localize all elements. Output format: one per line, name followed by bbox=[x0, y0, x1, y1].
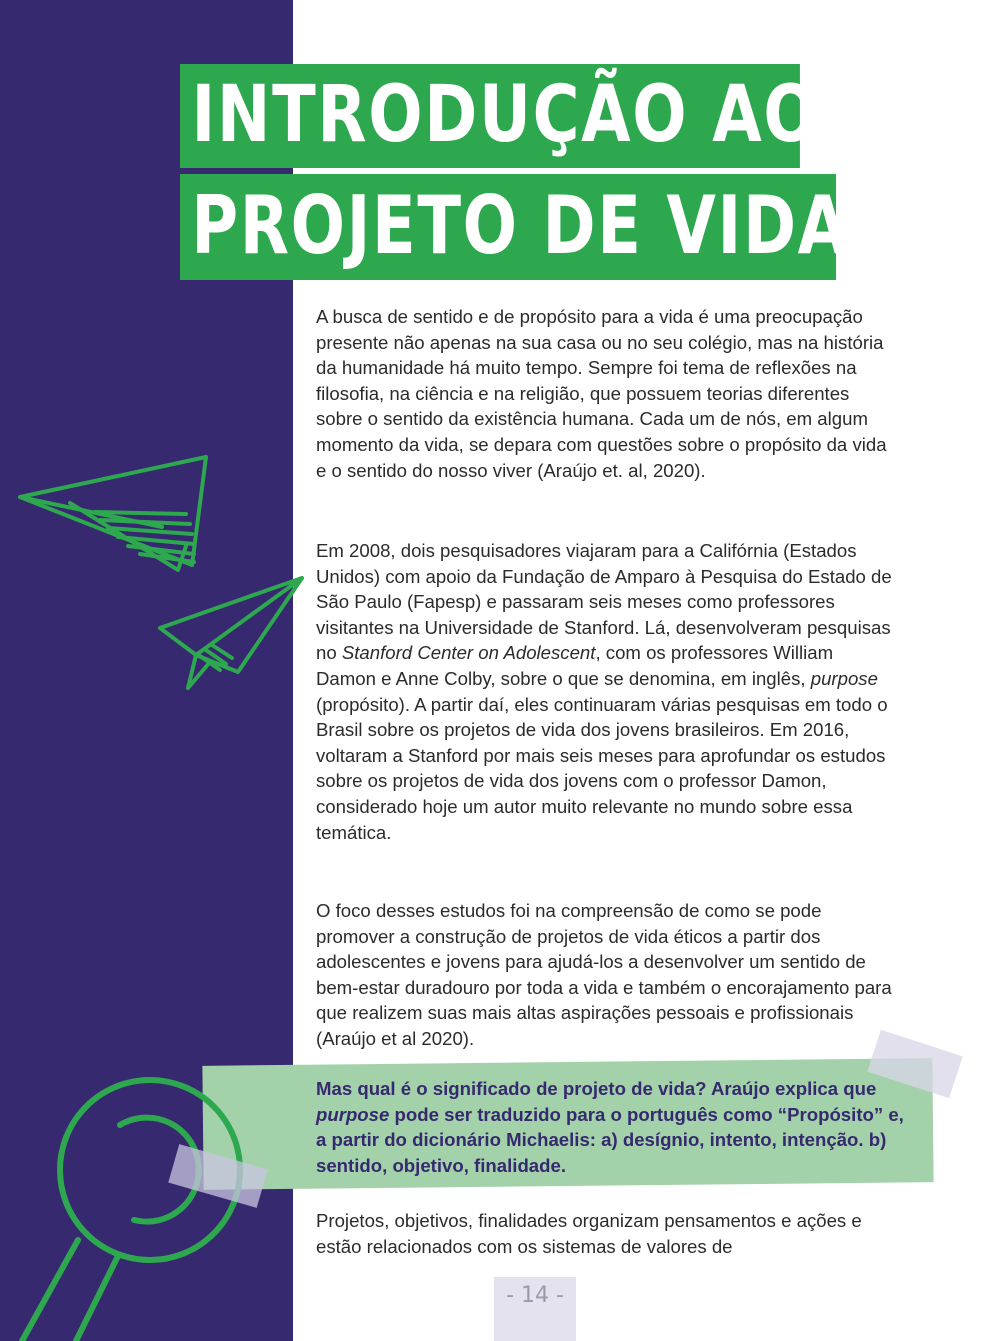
highlight-part-a: Mas qual é o significado de projeto de vida? Araújo explica que bbox=[316, 1078, 877, 1099]
magnifying-glass-icon bbox=[22, 1080, 240, 1341]
paragraph-stanford-part-b: , com os professores William Damon e Anne Colby, sobre o que se denomina, em inglês, bbox=[316, 642, 834, 689]
purpose-term: purpose bbox=[810, 667, 878, 689]
paper-plane-small-icon bbox=[160, 578, 302, 688]
highlight-purpose-term: purpose bbox=[316, 1103, 390, 1125]
page-number: - 14 - bbox=[506, 1283, 564, 1308]
highlight-part-b: pode ser traduzido para o português como “Propósito” e, a partir do dicionário Michaelis: a) desígnio, intento, intenção. b) sentido, objetivo, finalidade. bbox=[316, 1103, 904, 1176]
paragraph-intro: A busca de sentido e de propósito para a vida é uma preocupação presente não apenas na sua casa ou no seu colégio, mas na história da humanidade há muito tempo. Sempre foi tema de reflexões na filosofia, na ciência e na religião, que possuem teorias diferentes sobre o sentido da existência humana. Cada um de nós, em algum momento da vida, se depara com questões sobre o propósito da vida e o sentido do nosso viver (Araújo et. al, 2020). bbox=[316, 306, 887, 481]
paragraph-projects: Projetos, objetivos, finalidades organizam pensamentos e ações e estão relacionados com os sistemas de valores de bbox=[316, 1210, 862, 1257]
paper-plane-large-icon bbox=[20, 457, 206, 570]
title-line-2: PROJETO DE VIDA bbox=[180, 174, 836, 280]
title-line-1: INTRODUÇÃO AO bbox=[180, 64, 800, 168]
paragraph-stanford-part-c: (propósito). A partir daí, eles continuaram várias pesquisas em todo o Brasil sobre os projetos de vida dos jovens brasileiros. Em 2016, voltaram a Stanford por mais seis meses para aprofundar os estudos sobre os projetos de vida dos jovens com o professor Damon, considerado hoje um autor muito relevante no mundo sobre essa temática. bbox=[316, 693, 888, 843]
stanford-center-name: Stanford Center on Adolescent bbox=[341, 642, 596, 664]
paragraph-stanford-part-a: Em 2008, dois pesquisadores viajaram para a Califórnia (Estados Unidos) com apoio da Fundação de Amparo à Pesquisa do Estado de São Paulo (Fapesp) e passaram seis meses como professores visitantes na Universidade de Stanford. Lá, desenvolveram pesquisas no bbox=[316, 540, 892, 664]
paragraph-focus: O foco desses estudos foi na compreensão de como se pode promover a construção de projetos de vida éticos a partir dos adolescentes e jovens para ajudá-los a desenvolver um sentido de bem-estar duradouro por toda a vida e também o encorajamento para que realizem suas mais altas aspirações pessoais e profissionais (Araújo et al 2020). bbox=[316, 900, 892, 1049]
